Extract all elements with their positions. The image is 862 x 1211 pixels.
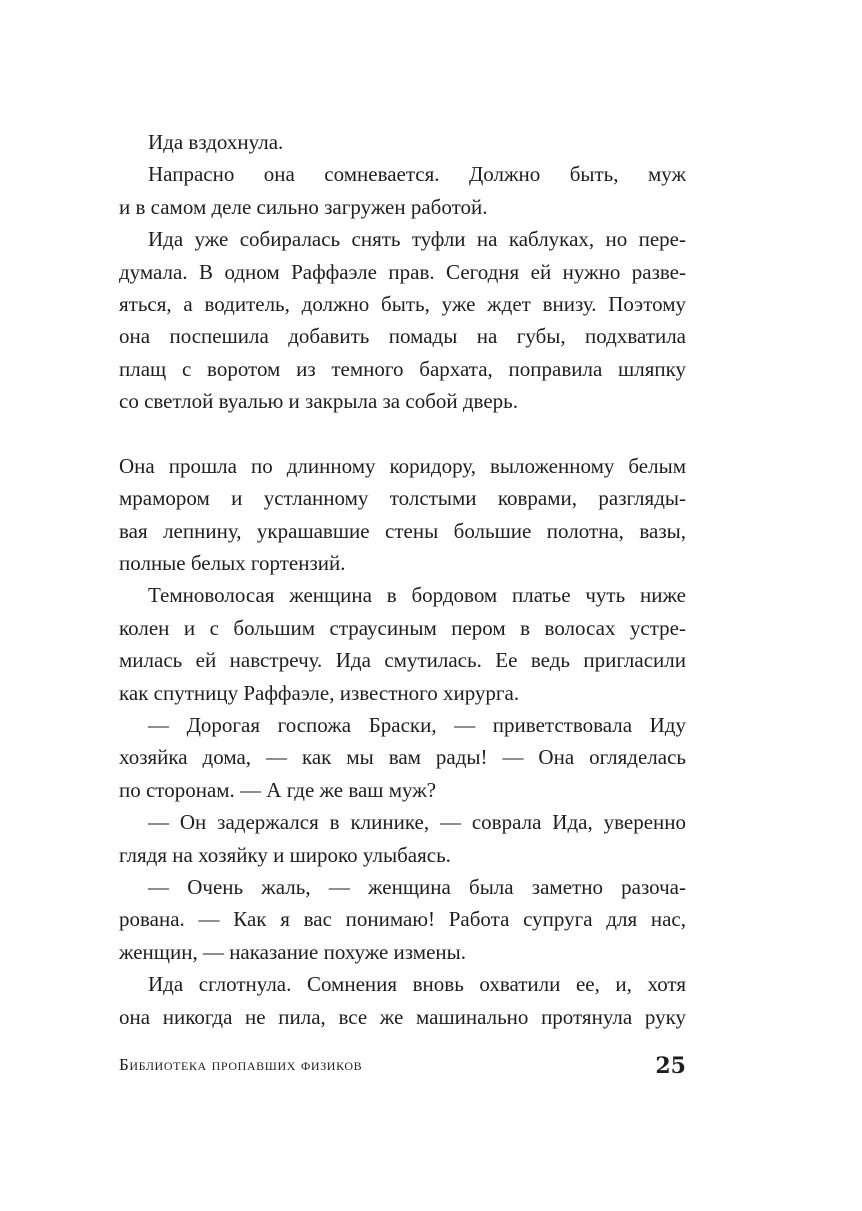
text-line: рована. — Как я вас понимаю! Работа супруга для нас, <box>119 907 686 932</box>
text-line: милась ей навстречу. Ида смутилась. Ее ведь пригласили <box>119 648 686 673</box>
text-line: мрамором и устланному толстыми коврами, разгляды- <box>119 486 686 511</box>
text-line: Напрасно она сомневается. Должно быть, муж <box>148 162 686 187</box>
text-line: — Дорогая госпожа Браски, — приветствовала Иду <box>148 713 686 738</box>
text-line: Темноволосая женщина в бордовом платье чуть ниже <box>148 583 686 608</box>
text-line: женщин, — наказание похуже измены. <box>119 939 467 964</box>
text-line: глядя на хозяйку и широко улыбаясь. <box>119 842 451 867</box>
text-line: колен и с большим страусиным пером в волосах устре- <box>119 615 686 640</box>
text-line: думала. В одном Раффаэле прав. Сегодня ей нужно разве- <box>119 259 686 284</box>
text-line: Ида сглотнула. Сомнения вновь охватили ее, и, хотя <box>148 972 686 997</box>
text-line: хозяйка дома, — как мы вам рады! — Она огляделась <box>119 745 686 770</box>
text-line: Она прошла по длинному коридору, выложенному белым <box>119 453 686 478</box>
text-line: вая лепнину, украшавшие стены большие полотна, вазы, <box>119 518 686 543</box>
text-line: со светлой вуалью и закрыла за собой дверь. <box>119 389 518 414</box>
text-line: Ида вздохнула. <box>148 130 284 154</box>
text-line: она никогда не пила, все же машинально протянула руку <box>119 1004 686 1029</box>
page-footer <box>119 1053 686 1083</box>
text-line: и в самом деле сильно загружен работой. <box>119 194 488 219</box>
page-number: 25 <box>655 1053 686 1079</box>
text-line: полные белых гортензий. <box>119 551 346 576</box>
text-line: Ида уже собиралась снять туфли на каблуках, но пере- <box>148 227 686 252</box>
text-line: яться, а водитель, должно быть, уже ждет внизу. Поэтому <box>119 291 686 316</box>
text-line: — Он задержался в клинике, — соврала Ида, уверенно <box>148 810 686 835</box>
text-line: — Очень жаль, — женщина была заметно разоча- <box>148 874 686 899</box>
text-line: она поспешила добавить помады на губы, подхватила <box>119 324 686 349</box>
running-title: Библиотека пропавших физиков <box>119 1055 363 1074</box>
text-line: как спутницу Раффаэле, известного хирурга. <box>119 680 520 705</box>
body-text <box>119 126 686 1033</box>
section-break <box>119 418 686 450</box>
text-line: плащ с воротом из темного бархата, поправила шляпку <box>119 356 686 381</box>
text-line: по сторонам. — А где же ваш муж? <box>119 777 437 802</box>
